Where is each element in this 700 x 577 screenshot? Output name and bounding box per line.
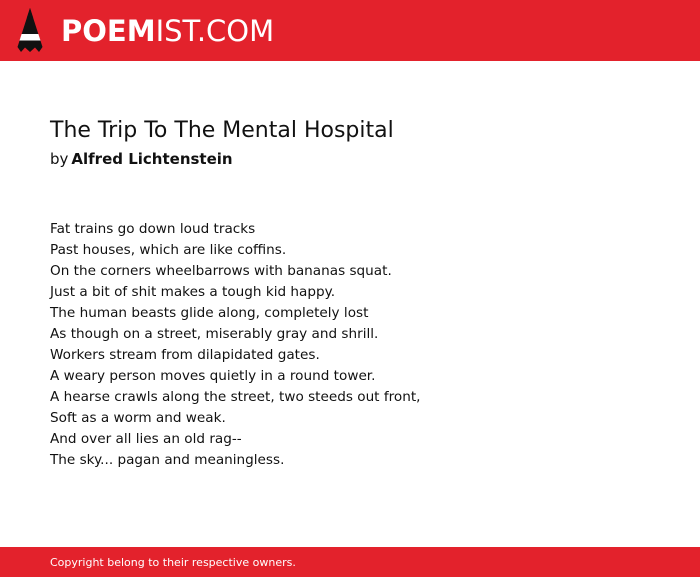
site-header bbox=[0, 0, 700, 61]
poem-line: On the corners wheelbarrows with bananas squat. bbox=[50, 263, 392, 279]
logo-light-part: IST.COM bbox=[155, 14, 275, 48]
poem-line: Workers stream from dilapidated gates. bbox=[50, 347, 320, 363]
poem-body bbox=[50, 219, 650, 471]
site-footer bbox=[0, 547, 700, 577]
poem-line: The human beasts glide along, completely lost bbox=[50, 305, 369, 321]
poem-title: The Trip To The Mental Hospital bbox=[50, 118, 394, 143]
poem-line: Past houses, which are like coffins. bbox=[50, 242, 287, 258]
poem-line: Fat trains go down loud tracks bbox=[50, 221, 256, 237]
poem-byline bbox=[50, 149, 233, 169]
poem-line: And over all lies an old rag-- bbox=[50, 431, 242, 447]
poem-author: Alfred Lichtenstein bbox=[71, 150, 233, 168]
poem-line: A hearse crawls along the street, two steeds out front, bbox=[50, 389, 421, 405]
pencil-icon bbox=[16, 7, 44, 53]
byline-prefix: by bbox=[50, 150, 69, 168]
site-logo-link[interactable] bbox=[16, 7, 274, 53]
poem-line: As though on a street, miserably gray and shrill. bbox=[50, 326, 379, 342]
poem-line: Soft as a worm and weak. bbox=[50, 410, 226, 426]
logo-bold-part: POEM bbox=[61, 14, 156, 48]
poem-line: Just a bit of shit makes a tough kid happy. bbox=[50, 284, 336, 300]
site-logo-text bbox=[61, 15, 274, 47]
copyright-notice: Copyright belong to their respective owners. bbox=[50, 556, 296, 569]
poem-line: The sky... pagan and meaningless. bbox=[50, 452, 285, 468]
poem-line: A weary person moves quietly in a round tower. bbox=[50, 368, 376, 384]
